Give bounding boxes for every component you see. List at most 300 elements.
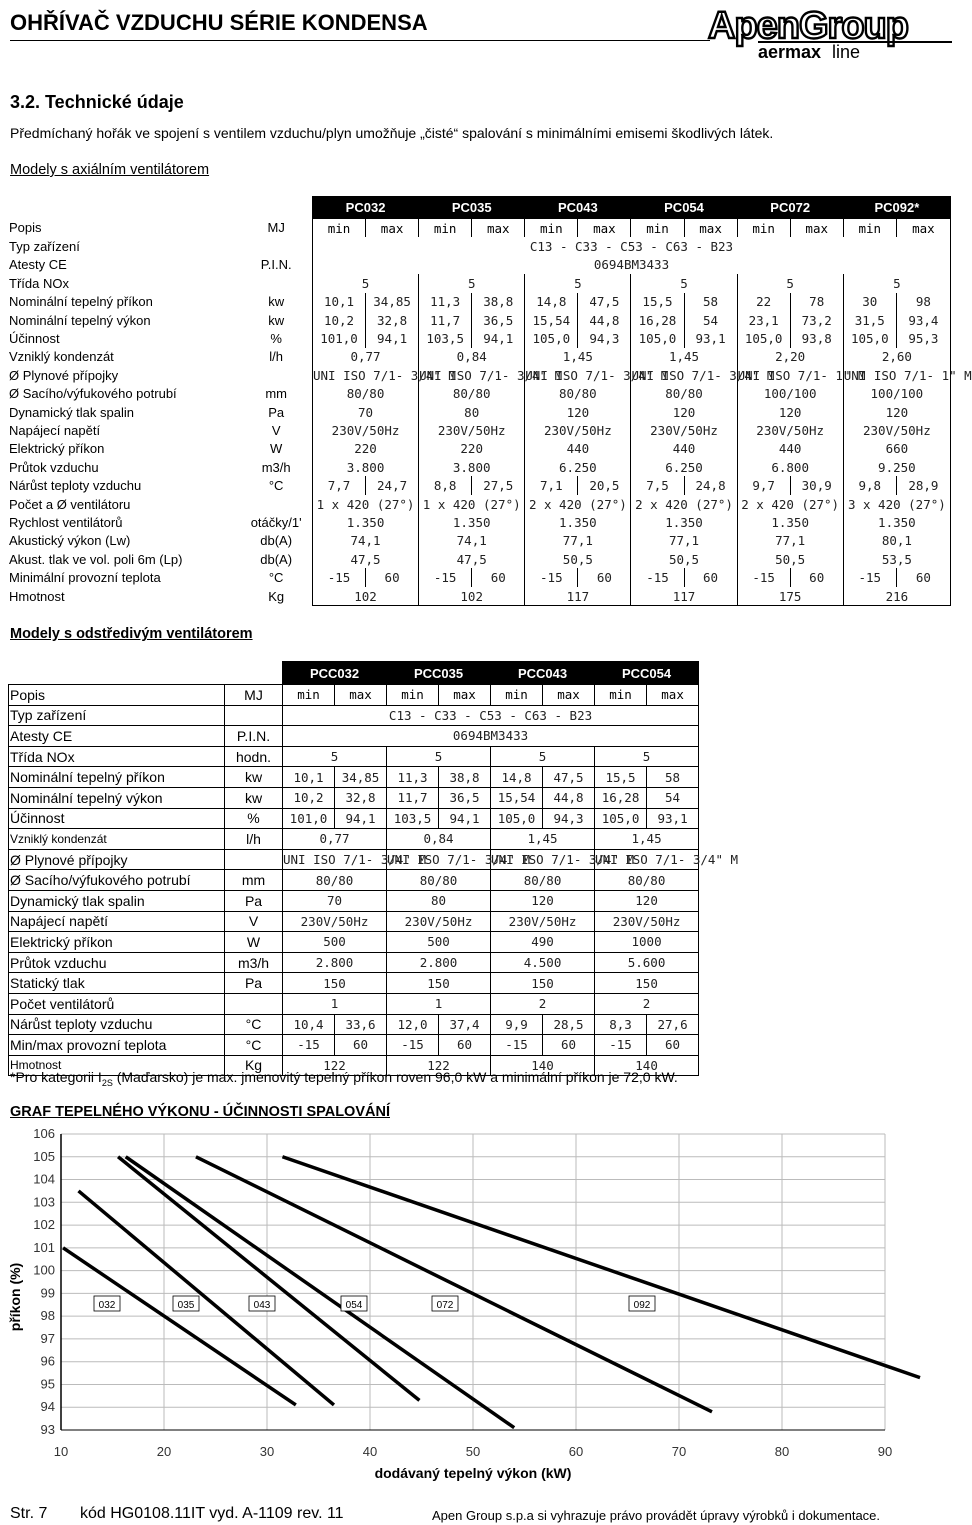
spec-value: 230V/50Hz <box>283 911 387 932</box>
spec-value: 140 <box>491 1055 595 1076</box>
spec-value-min: -15 <box>525 568 578 586</box>
spec-value: 230V/50Hz <box>387 911 491 932</box>
spec-label: Nárůst teploty vzduchu <box>9 1014 225 1035</box>
spec-label: Typ zařízení <box>9 705 225 726</box>
model-name: PCC035 <box>387 662 491 685</box>
max-header: max <box>647 685 699 706</box>
footnote-sub: 2S <box>101 1077 113 1088</box>
x-tick-label: 50 <box>465 1444 481 1459</box>
spec-value-min: 11,7 <box>419 311 472 329</box>
spec-value: 1.350 <box>737 513 843 531</box>
spec-label: Nominální tepelný výkon <box>9 312 151 328</box>
spec-value: 1,45 <box>631 348 737 366</box>
spec-value: UNI ISO 7/1- 1" M <box>737 367 866 383</box>
spec-value-max: 58 <box>684 293 737 311</box>
spec-value: 1.350 <box>843 513 950 531</box>
spec-value: 2,20 <box>737 348 843 366</box>
spec-label: Popis <box>9 220 42 236</box>
spec-value: 100/100 <box>843 385 950 403</box>
spec-row <box>8 568 951 586</box>
spec-row <box>8 256 951 274</box>
spec-row <box>9 746 699 767</box>
spec-value-max: 94,1 <box>472 329 525 347</box>
spec-label: Napájecí napětí <box>9 422 101 438</box>
spec-value-min: 103,5 <box>387 808 439 829</box>
spec-label: Napájecí napětí <box>9 911 225 932</box>
x-tick-label: 90 <box>877 1444 893 1459</box>
spec-unit: °C <box>225 1035 283 1056</box>
spec-value: 2 x 420 (27°) <box>737 495 843 513</box>
spec-unit: m3/h <box>225 952 283 973</box>
spec-value: 5 <box>631 274 737 292</box>
centrifugal-specs-table <box>8 661 739 1076</box>
spec-label: Elektrický příkon <box>9 441 105 457</box>
series-line-054 <box>126 1157 515 1428</box>
spec-label: Akust. tlak ve vol. poli 6m (Lp) <box>9 551 183 567</box>
spec-value: 77,1 <box>737 532 843 550</box>
chart-series-labels <box>94 1296 655 1311</box>
spec-label: Průtok vzduchu <box>9 459 99 475</box>
spec-value: 1,45 <box>595 829 699 850</box>
spec-value: UNI ISO 7/1- 3/4" M <box>312 367 456 383</box>
min-header: min <box>387 685 439 706</box>
spec-value-max: 44,8 <box>543 787 595 808</box>
spec-unit <box>225 705 283 726</box>
spec-value-max: 60 <box>335 1035 387 1056</box>
spec-unit: db(A) <box>260 551 293 567</box>
model-name: PC054 <box>631 196 737 219</box>
spec-value-max: 32,8 <box>335 787 387 808</box>
spec-value: 80/80 <box>525 385 631 403</box>
spec-unit: P.I.N. <box>225 726 283 747</box>
spec-value-min: 7,7 <box>312 476 365 494</box>
spec-value-max: 27,6 <box>647 1014 699 1035</box>
graph-heading: GRAF TEPELNÉHO VÝKONU - ÚČINNOSTI SPALOVÁNÍ <box>10 1104 390 1120</box>
spec-value: 5 <box>283 746 387 767</box>
logo-text-aermax: aermax <box>758 42 822 62</box>
spec-label: Rychlost ventilátorů <box>9 514 123 530</box>
spec-value: 1.350 <box>419 513 525 531</box>
spec-label: Ø Sacího/výfukového potrubí <box>9 870 225 891</box>
spec-value-min: 16,28 <box>595 787 647 808</box>
model-name: PCC054 <box>595 662 699 685</box>
spec-label: Hmotnost <box>9 1055 225 1076</box>
spec-row <box>9 849 699 870</box>
spec-value-min: 15,54 <box>525 311 578 329</box>
spec-row <box>8 476 951 494</box>
spec-row <box>9 911 699 932</box>
spec-row <box>9 1035 699 1056</box>
spec-value: 490 <box>491 932 595 953</box>
spec-value: 5 <box>525 274 631 292</box>
spec-value: 102 <box>312 587 418 606</box>
spec-value: 1 <box>387 993 491 1014</box>
spec-value-min: 7,5 <box>631 476 684 494</box>
spec-unit: °C <box>268 478 284 494</box>
min-header: min <box>737 219 790 238</box>
spec-value-max: 60 <box>790 568 843 586</box>
spec-value: 122 <box>283 1055 387 1076</box>
spec-label: Hmotnost <box>9 588 65 604</box>
y-tick-label: 105 <box>33 1148 55 1164</box>
series-label-092: 092 <box>633 1300 651 1311</box>
spec-value: 2 x 420 (27°) <box>525 495 631 513</box>
spec-unit: °C <box>268 570 284 586</box>
spec-value-min: 105,0 <box>737 329 790 347</box>
spec-value-min: 15,5 <box>595 767 647 788</box>
spec-value-max: 27,5 <box>472 476 525 494</box>
spec-row <box>8 550 951 568</box>
spec-row <box>9 726 699 747</box>
apengroup-logo <box>700 2 956 62</box>
spec-value-max: 24,7 <box>366 476 419 494</box>
spec-value: UNI ISO 7/1- 1" M <box>843 367 972 383</box>
spec-value: 80/80 <box>491 870 595 891</box>
spec-value-min: 30 <box>843 293 896 311</box>
spec-value-max: 36,5 <box>439 787 491 808</box>
spec-value-min: -15 <box>737 568 790 586</box>
spec-value-min: -15 <box>387 1035 439 1056</box>
spec-value: 50,5 <box>631 550 737 568</box>
spec-value: 5 <box>387 746 491 767</box>
spec-unit: P.I.N. <box>260 257 292 273</box>
min-header: min <box>312 219 365 238</box>
spec-label: Nárůst teploty vzduchu <box>9 478 142 494</box>
spec-value: 9.250 <box>843 458 950 476</box>
spec-label: Nominální tepelný příkon <box>9 767 225 788</box>
header-spacer <box>9 662 225 685</box>
y-tick-label: 104 <box>33 1171 55 1187</box>
spec-value: 80/80 <box>283 870 387 891</box>
spec-value-max: 93,1 <box>684 329 737 347</box>
spec-value-span: 0694BM3433 <box>312 256 950 274</box>
chart-y-ticks <box>33 1126 55 1437</box>
spec-value-max: 93,1 <box>647 808 699 829</box>
spec-value: 80/80 <box>387 870 491 891</box>
spec-value: 120 <box>631 403 737 421</box>
spec-value-min: 10,1 <box>283 767 335 788</box>
spec-value: 5 <box>419 274 525 292</box>
model-header-row <box>8 196 951 219</box>
spec-value-max: 34,85 <box>366 293 419 311</box>
spec-value: 47,5 <box>312 550 418 568</box>
max-header: max <box>366 219 419 238</box>
axial-models-heading: Modely s axiálním ventilátorem <box>10 162 210 178</box>
min-header: min <box>595 685 647 706</box>
spec-value-max: 47,5 <box>543 767 595 788</box>
spec-row <box>8 458 951 476</box>
spec-value: 5 <box>595 746 699 767</box>
y-tick-label: 95 <box>40 1376 55 1392</box>
spec-value-min: 9,8 <box>843 476 896 494</box>
max-header: max <box>439 685 491 706</box>
spec-value: 120 <box>595 890 699 911</box>
spec-value: 100/100 <box>737 385 843 403</box>
spec-label: Účinnost <box>9 808 225 829</box>
spec-value: 150 <box>283 973 387 994</box>
spec-value-min: 7,1 <box>525 476 578 494</box>
spec-label: Ø Plynové přípojky <box>9 367 119 383</box>
spec-value-max: 93,4 <box>896 311 950 329</box>
spec-value: 80 <box>419 403 525 421</box>
spec-row <box>9 952 699 973</box>
spec-value: 117 <box>631 587 737 606</box>
spec-unit: l/h <box>269 349 284 365</box>
spec-value: 230V/50Hz <box>843 421 950 439</box>
x-tick-label: 10 <box>53 1444 69 1459</box>
spec-label: Ø Plynové přípojky <box>9 849 225 870</box>
spec-row <box>9 767 699 788</box>
spec-value-max: 60 <box>896 568 950 586</box>
spec-value-max: 78 <box>790 293 843 311</box>
spec-value: 77,1 <box>631 532 737 550</box>
spec-value: 102 <box>419 587 525 606</box>
spec-value: 440 <box>631 440 737 458</box>
spec-value: 47,5 <box>419 550 525 568</box>
spec-value: 5 <box>843 274 950 292</box>
spec-value-min: 23,1 <box>737 311 790 329</box>
max-header: max <box>896 219 950 238</box>
spec-value: 230V/50Hz <box>631 421 737 439</box>
spec-unit <box>240 237 312 255</box>
spec-value: 53,5 <box>843 550 950 568</box>
spec-value-max: 60 <box>439 1035 491 1056</box>
spec-value-min: -15 <box>312 568 365 586</box>
spec-label: Vzniklý kondenzát <box>9 349 114 365</box>
spec-row <box>9 787 699 808</box>
spec-value: 4.500 <box>491 952 595 973</box>
spec-value: 2 <box>595 993 699 1014</box>
spec-value-max: 28,9 <box>896 476 950 494</box>
logo-text-main: ApenGroup <box>708 5 908 47</box>
min-header: min <box>491 685 543 706</box>
x-tick-label: 20 <box>156 1444 172 1459</box>
x-tick-label: 40 <box>362 1444 378 1459</box>
spec-unit <box>240 495 312 513</box>
spec-value-min: 14,8 <box>525 293 578 311</box>
spec-unit <box>225 993 283 1014</box>
spec-value-max: 94,3 <box>578 329 631 347</box>
spec-value-min: 22 <box>737 293 790 311</box>
spec-value-max: 94,1 <box>335 808 387 829</box>
spec-row <box>8 311 951 329</box>
spec-row <box>9 890 699 911</box>
spec-value: 216 <box>843 587 950 606</box>
spec-value: 1 <box>283 993 387 1014</box>
spec-value: UNI ISO 7/1- 3/4" M <box>387 849 491 870</box>
spec-value-min: 16,28 <box>631 311 684 329</box>
min-header: min <box>631 219 684 238</box>
spec-row <box>8 421 951 439</box>
spec-unit: V <box>271 422 281 438</box>
spec-unit: W <box>225 932 283 953</box>
spec-value: 1.350 <box>525 513 631 531</box>
spec-value: 230V/50Hz <box>312 421 418 439</box>
spec-value: 150 <box>387 973 491 994</box>
series-label-054: 054 <box>345 1300 363 1311</box>
footer-rights-notice: Apen Group s.p.a si vyhrazuje právo provádět úpravy výrobků i dokumentace. <box>432 1508 881 1523</box>
spec-row <box>9 808 699 829</box>
spec-value-max: 20,5 <box>578 476 631 494</box>
spec-value-min: 10,2 <box>283 787 335 808</box>
spec-value: 70 <box>283 890 387 911</box>
spec-row <box>9 870 699 891</box>
x-tick-label: 80 <box>774 1444 790 1459</box>
spec-unit: Kg <box>225 1055 283 1076</box>
spec-value-max: 94,1 <box>439 808 491 829</box>
min-header: min <box>525 219 578 238</box>
spec-value-max: 60 <box>366 568 419 586</box>
min-header: min <box>419 219 472 238</box>
spec-row <box>8 495 951 513</box>
spec-value: 1 x 420 (27°) <box>312 495 418 513</box>
spec-value: 150 <box>491 973 595 994</box>
spec-value: 230V/50Hz <box>595 911 699 932</box>
series-label-072: 072 <box>436 1300 454 1311</box>
spec-value: 175 <box>737 587 843 606</box>
spec-unit: W <box>270 441 283 457</box>
spec-value: 5.600 <box>595 952 699 973</box>
spec-unit <box>240 274 312 292</box>
footer-page-number: Str. 7 <box>10 1505 48 1522</box>
model-name: PC092* <box>843 196 950 219</box>
series-label-032: 032 <box>98 1300 116 1311</box>
footnote <box>10 1069 678 1088</box>
spec-value: 117 <box>525 587 631 606</box>
y-tick-label: 94 <box>40 1399 55 1415</box>
spec-unit: % <box>270 331 282 347</box>
spec-unit: % <box>225 808 283 829</box>
spec-value: 230V/50Hz <box>525 421 631 439</box>
spec-value: UNI ISO 7/1- 3/4" M <box>491 849 595 870</box>
spec-row <box>8 385 951 403</box>
spec-unit: kw <box>268 294 285 310</box>
spec-row <box>8 329 951 347</box>
spec-value: 1 x 420 (27°) <box>419 495 525 513</box>
spec-value: 140 <box>595 1055 699 1076</box>
spec-row <box>8 532 951 550</box>
spec-unit: V <box>225 911 283 932</box>
intro-paragraph: Předmíchaný hořák ve spojení s ventilem vzduchu/plyn umožňuje „čisté“ spalování s minimálními emisemi škodlivých látek. <box>10 125 774 141</box>
spec-value: 440 <box>525 440 631 458</box>
spec-value-min: 10,1 <box>312 293 365 311</box>
spec-value: 80/80 <box>631 385 737 403</box>
spec-value: 2.800 <box>283 952 387 973</box>
spec-value-min: 14,8 <box>491 767 543 788</box>
spec-value: 2 x 420 (27°) <box>631 495 737 513</box>
spec-value-span: 0694BM3433 <box>283 726 699 747</box>
spec-value: 2 <box>491 993 595 1014</box>
spec-unit: db(A) <box>260 533 293 549</box>
spec-row <box>8 513 951 531</box>
spec-value: 230V/50Hz <box>419 421 525 439</box>
spec-value-max: 47,5 <box>578 293 631 311</box>
header-rule <box>10 40 710 41</box>
spec-value: 150 <box>595 973 699 994</box>
spec-unit: MJ <box>225 685 283 706</box>
spec-value: 5 <box>737 274 843 292</box>
spec-value: UNI ISO 7/1- 3/4" M <box>631 367 775 383</box>
spec-label: Průtok vzduchu <box>9 952 225 973</box>
spec-value-min: 8,8 <box>419 476 472 494</box>
spec-value-min: 12,0 <box>387 1014 439 1035</box>
series-label-035: 035 <box>177 1300 195 1311</box>
footer-document-code: kód HG0108.11IT vyd. A-1109 rev. 11 <box>80 1505 344 1522</box>
spec-label: Třída NOx <box>9 746 225 767</box>
spec-value-max: 36,5 <box>472 311 525 329</box>
footnote-post: (Maďarsko) je max. jmenovitý tepelný příkon roven 96,0 kW a minimální příkon je 72,0 kW. <box>112 1069 678 1085</box>
spec-value-min: 11,3 <box>387 767 439 788</box>
y-tick-label: 101 <box>33 1239 55 1255</box>
spec-value: 120 <box>525 403 631 421</box>
spec-value: 500 <box>387 932 491 953</box>
max-header: max <box>472 219 525 238</box>
spec-value-min: -15 <box>631 568 684 586</box>
spec-value-span: C13 - C33 - C53 - C63 - B23 <box>283 705 699 726</box>
spec-value-max: 93,8 <box>790 329 843 347</box>
spec-value: 70 <box>312 403 418 421</box>
spec-value-min: 103,5 <box>419 329 472 347</box>
spec-label: Nominální tepelný výkon <box>9 787 225 808</box>
series-line-092 <box>282 1157 920 1378</box>
spec-label: Min/max provozní teplota <box>9 1035 225 1056</box>
series-label-043: 043 <box>253 1300 271 1311</box>
spec-row <box>8 403 951 421</box>
spec-value-max: 94,3 <box>543 808 595 829</box>
spec-value: 5 <box>312 274 418 292</box>
spec-value: 80,1 <box>843 532 950 550</box>
spec-unit: mm <box>225 870 283 891</box>
spec-unit: hodn. <box>225 746 283 767</box>
spec-value-max: 37,4 <box>439 1014 491 1035</box>
spec-label: Typ zařízení <box>9 239 80 255</box>
spec-row <box>8 274 951 292</box>
document-title: OHŘÍVAČ VZDUCHU SÉRIE KONDENSA <box>10 10 428 35</box>
spec-value: UNI ISO 7/1- 3/4" M <box>283 849 387 870</box>
spec-value-max: 34,85 <box>335 767 387 788</box>
spec-unit <box>225 849 283 870</box>
spec-value: 5 <box>491 746 595 767</box>
spec-label: Dynamický tlak spalin <box>9 404 134 420</box>
spec-value-max: 30,9 <box>790 476 843 494</box>
spec-value: 2.800 <box>387 952 491 973</box>
spec-row <box>9 932 699 953</box>
spec-value-max: 32,8 <box>366 311 419 329</box>
spec-value: 120 <box>737 403 843 421</box>
spec-value-max: 60 <box>647 1035 699 1056</box>
spec-value: 2,60 <box>843 348 950 366</box>
spec-label: Minimální provozní teplota <box>9 570 161 586</box>
spec-value: 74,1 <box>419 532 525 550</box>
spec-label: Počet ventilátorů <box>9 993 225 1014</box>
y-tick-label: 106 <box>33 1126 55 1141</box>
y-tick-label: 97 <box>40 1330 55 1346</box>
spec-value: 6.800 <box>737 458 843 476</box>
spec-value: 220 <box>419 440 525 458</box>
spec-value: 50,5 <box>737 550 843 568</box>
model-header-row <box>9 662 699 685</box>
spec-value: 0,77 <box>283 829 387 850</box>
spec-value: 120 <box>843 403 950 421</box>
spec-unit: l/h <box>225 829 283 850</box>
spec-value: 120 <box>491 890 595 911</box>
chart-x-ticks <box>54 1444 892 1459</box>
spec-value-min: 11,3 <box>419 293 472 311</box>
spec-row <box>8 237 951 255</box>
spec-value-max: 44,8 <box>578 311 631 329</box>
chart-y-axis-label: příkon (%) <box>7 1262 23 1332</box>
spec-value-min: 8,3 <box>595 1014 647 1035</box>
